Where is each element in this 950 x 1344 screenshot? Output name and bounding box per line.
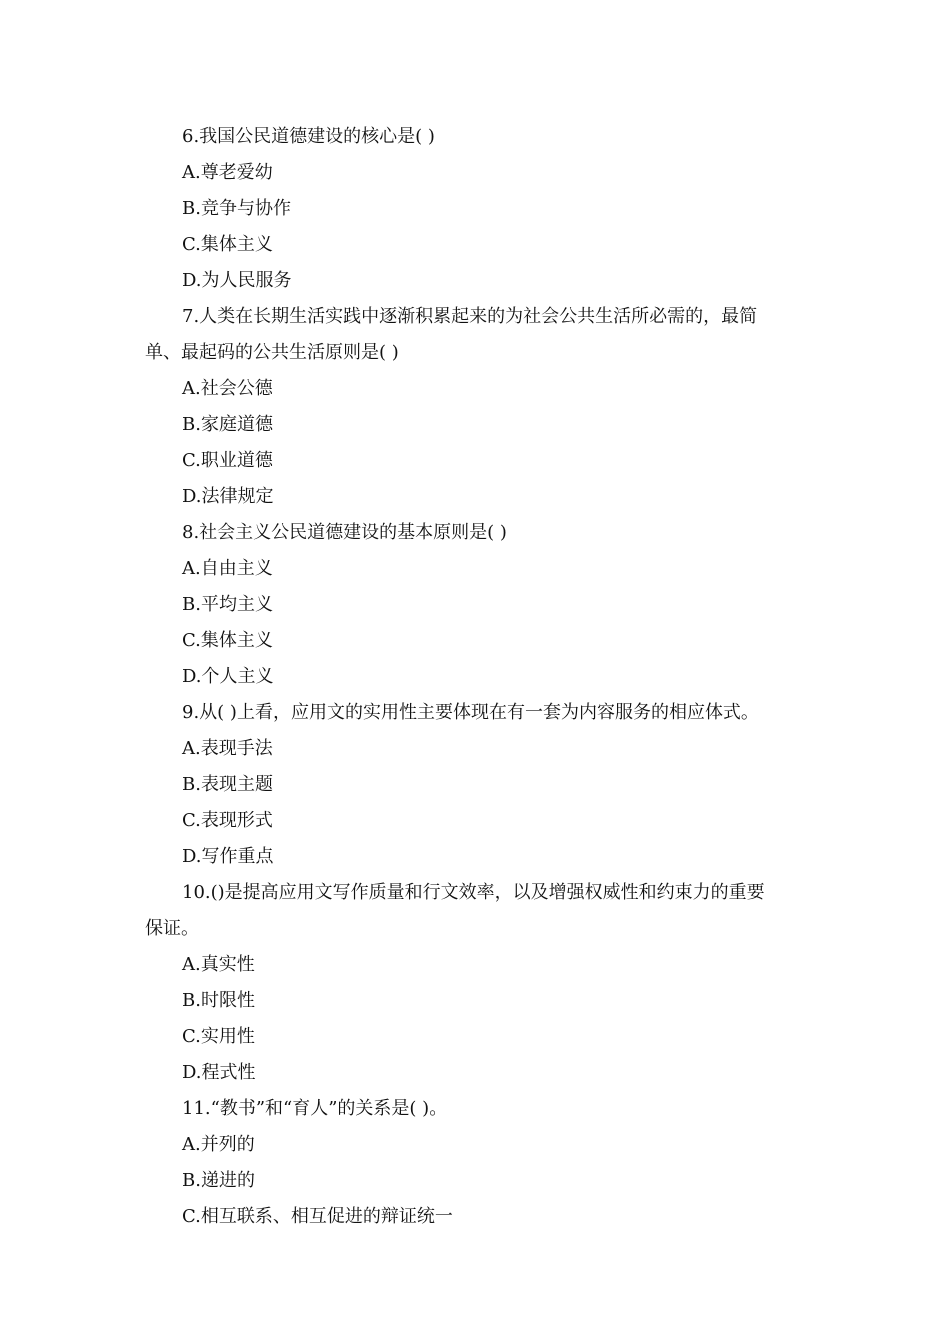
option-a: A.社会公德	[182, 378, 273, 399]
option-a: A.尊老爱幼	[182, 162, 273, 183]
option-c: C.相互联系、相互促进的辩证统一	[182, 1206, 453, 1227]
question-text: 6.我国公民道德建设的核心是( )	[182, 126, 435, 147]
option-d: D.为人民服务	[182, 270, 292, 291]
option-d: D.法律规定	[182, 486, 274, 507]
option-c: C.实用性	[182, 1026, 255, 1047]
option-a: A.表现手法	[182, 738, 273, 759]
option-d: D.程式性	[182, 1062, 256, 1083]
question-text: 9.从( )上看，应用文的实用性主要体现在有一套为内容服务的相应体式。	[182, 702, 759, 723]
option-d: D.写作重点	[182, 846, 274, 867]
question-text-continued: 单、最起码的公共生活原则是( )	[145, 342, 399, 363]
option-b: B.竞争与协作	[182, 198, 291, 219]
question-text: 8.社会主义公民道德建设的基本原则是( )	[182, 522, 507, 543]
question-6	[145, 119, 813, 299]
question-text: 7.人类在长期生活实践中逐渐积累起来的为社会公共生活所必需的，最简	[182, 306, 758, 327]
question-8	[145, 515, 813, 695]
question-7	[145, 299, 813, 515]
option-d: D.个人主义	[182, 666, 274, 687]
question-11	[145, 1091, 813, 1235]
question-text: 11.“教书”和“育人”的关系是( )。	[182, 1098, 448, 1119]
option-a: A.并列的	[182, 1134, 255, 1155]
option-a: A.真实性	[182, 954, 255, 975]
question-text: 10.()是提高应用文写作质量和行文效率，以及增强权威性和约束力的重要	[182, 882, 765, 903]
document-page	[145, 119, 813, 1235]
option-c: C.表现形式	[182, 810, 273, 831]
option-c: C.集体主义	[182, 630, 273, 651]
option-c: C.集体主义	[182, 234, 273, 255]
option-b: B.家庭道德	[182, 414, 273, 435]
question-text-continued: 保证。	[145, 918, 199, 939]
option-c: C.职业道德	[182, 450, 273, 471]
option-b: B.平均主义	[182, 594, 273, 615]
question-9	[145, 695, 813, 875]
option-b: B.时限性	[182, 990, 255, 1011]
question-10	[145, 875, 813, 1091]
option-b: B.表现主题	[182, 774, 273, 795]
option-a: A.自由主义	[182, 558, 273, 579]
option-b: B.递进的	[182, 1170, 255, 1191]
